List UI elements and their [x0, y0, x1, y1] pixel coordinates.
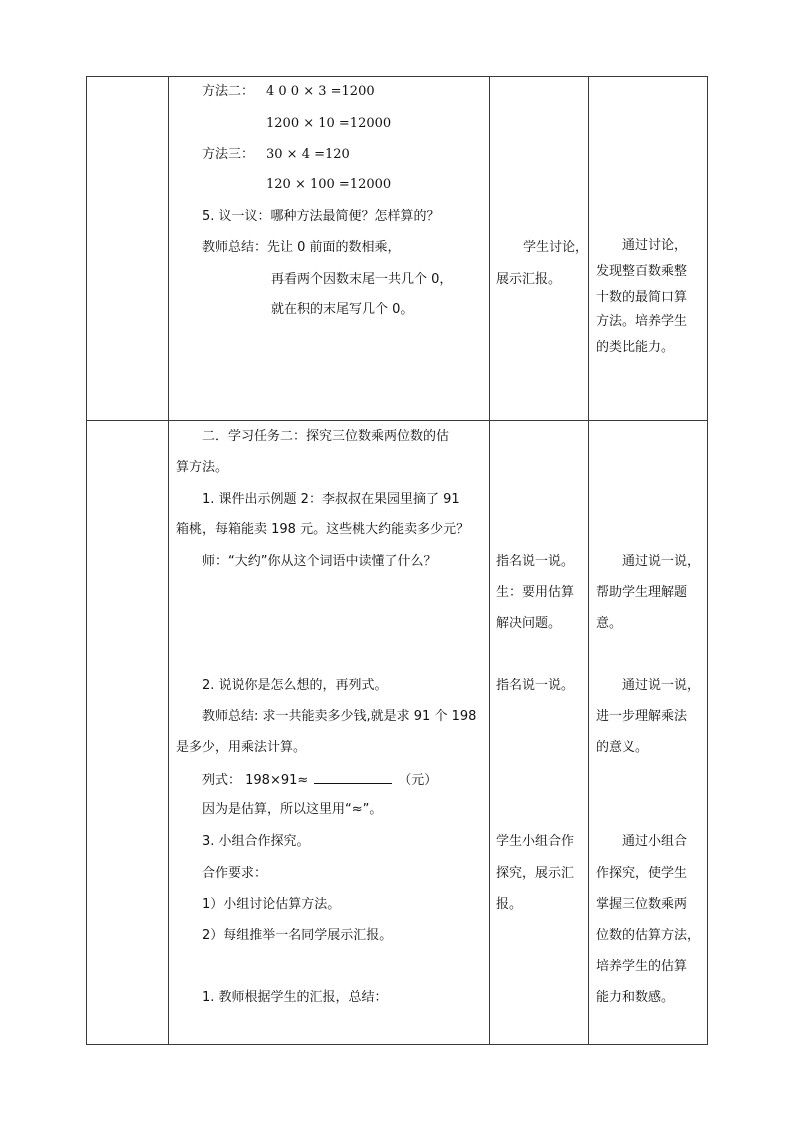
- design-intent-line: 通过说一说，: [622, 678, 701, 693]
- design-intent-line: 位数的估算方法，: [596, 928, 701, 943]
- formula-blank: [314, 771, 392, 784]
- design-intent-line: 作探究，使学生: [596, 866, 688, 881]
- student-activity-line: 报。: [496, 897, 523, 912]
- student-activity-line: 解决问题。: [496, 616, 562, 631]
- student-activity-line: 展示汇报。: [496, 272, 562, 287]
- design-intent-line: 通过说一说，: [622, 554, 701, 569]
- method-two-equation-1: 4 0 0 × 3 =1200: [266, 84, 375, 99]
- table-border-top: [86, 76, 708, 77]
- table-col-divider-1: [168, 76, 169, 1045]
- student-activity-line: 探究，展示汇: [496, 866, 575, 881]
- design-intent-line: 意。: [596, 616, 623, 631]
- table-col-divider-2: [489, 76, 490, 1045]
- table-border-right: [707, 76, 708, 1045]
- design-intent-line: 方法。培养学生: [596, 314, 688, 329]
- design-intent-line: 通过讨论，: [622, 238, 688, 253]
- student-activity-line: 学生小组合作: [496, 834, 575, 849]
- method-two-equation-2: 1200 × 10 =12000: [266, 116, 392, 131]
- table-row-divider: [86, 420, 708, 421]
- table-col-divider-3: [588, 76, 589, 1045]
- teacher-summary-2-line-2: 是多少，用乘法计算。: [176, 740, 307, 755]
- method-three-label: 方法三：: [202, 147, 255, 162]
- design-intent-line: 能力和数感。: [596, 990, 675, 1005]
- student-activity-line: 指名说一说。: [496, 554, 575, 569]
- learning-task-heading: 二．学习任务二：探究三位数乘两位数的估: [202, 429, 450, 444]
- discussion-question: 5. 议一议：哪种方法最简便？怎样算的？: [202, 209, 440, 224]
- student-activity-line: 学生讨论，: [523, 240, 589, 255]
- requirement-2: 2）每组推举一名同学展示汇报。: [202, 928, 393, 943]
- design-intent-line: 发现整百数乘整: [596, 264, 688, 279]
- teacher-summary-2-line-1: 教师总结: 求一共能卖多少钱,就是求 91 个 198: [202, 709, 477, 724]
- formula-expression: 列式： 198×91≈: [202, 773, 309, 788]
- design-intent-line: 通过小组合: [622, 834, 688, 849]
- design-intent-line: 的意义。: [596, 740, 649, 755]
- design-intent-line: 培养学生的估算: [596, 959, 688, 974]
- design-intent-line: 帮助学生理解题: [596, 585, 688, 600]
- design-intent-line: 十数的最简口算: [596, 290, 688, 305]
- table-border-left: [86, 76, 87, 1045]
- approx-note: 因为是估算，所以这里用“≈”。: [202, 802, 383, 817]
- table-border-bottom: [86, 1044, 708, 1045]
- teacher-final-summary: 1. 教师根据学生的汇报，总结：: [202, 990, 388, 1005]
- learning-task-heading-cont: 算方法。: [176, 460, 229, 475]
- group-explore: 3. 小组合作探究。: [202, 834, 310, 849]
- formula-unit: （元）: [398, 773, 438, 788]
- teacher-summary-line-1: 教师总结：先让 0 前面的数相乘，: [202, 240, 401, 255]
- method-two-label: 方法二：: [202, 84, 255, 99]
- teacher-question: 师：“大约”你从这个词语中读懂了什么？: [202, 554, 437, 569]
- teacher-summary-line-3: 就在积的末尾写几个 0。: [271, 302, 414, 317]
- design-intent-line: 进一步理解乘法: [596, 709, 688, 724]
- student-activity-line: 指名说一说。: [496, 678, 575, 693]
- example-problem-line-1: 1. 课件出示例题 2：李叔叔在果园里摘了 91: [202, 492, 460, 507]
- example-problem-line-2: 箱桃，每箱能卖 198 元。这些桃大约能卖多少元？: [176, 522, 470, 537]
- design-intent-line: 的类比能力。: [596, 340, 675, 355]
- say-and-formulate: 2. 说说你是怎么想的，再列式。: [202, 678, 388, 693]
- formula-line: [202, 771, 437, 789]
- design-intent-line: 掌握三位数乘两: [596, 897, 688, 912]
- cooperation-requirements: 合作要求：: [202, 866, 268, 881]
- teacher-summary-line-2: 再看两个因数末尾一共几个 0，: [271, 272, 453, 287]
- method-three-equation-2: 120 × 100 =12000: [266, 177, 392, 192]
- student-activity-line: 生：要用估算: [496, 585, 575, 600]
- requirement-1: 1）小组讨论估算方法。: [202, 897, 341, 912]
- method-three-equation-1: 30 × 4 =120: [266, 147, 350, 162]
